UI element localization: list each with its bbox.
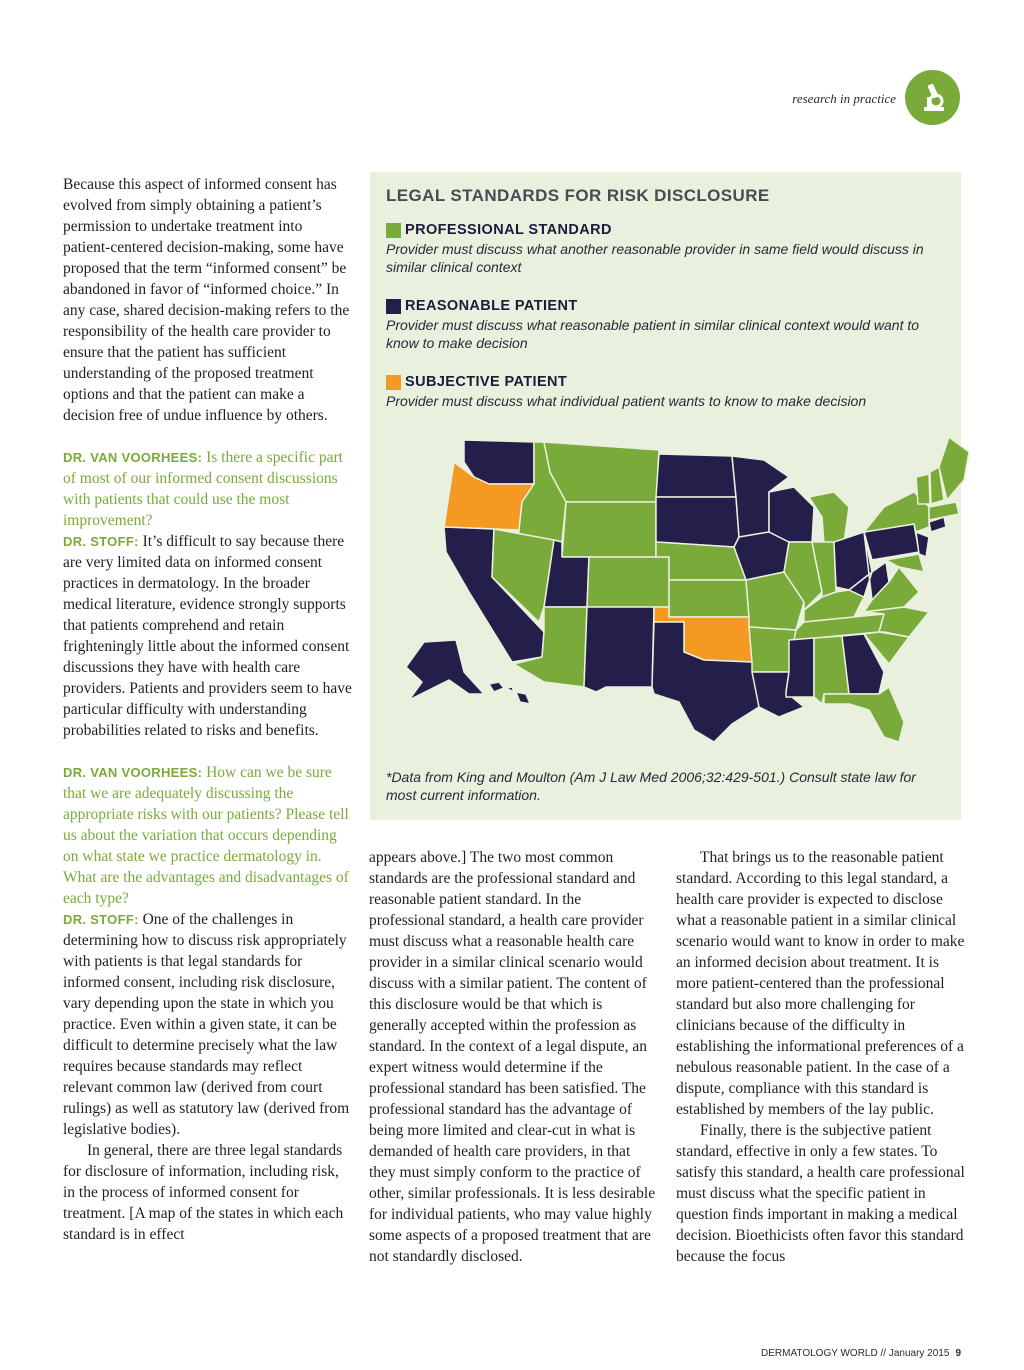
state-hawaii — [489, 682, 530, 704]
navy-swatch — [386, 299, 401, 314]
risk-disclosure-sidebar — [370, 172, 961, 820]
section-tag: research in practice — [792, 91, 896, 106]
question-text: Is there a specific part of most of our informed consent discussions with patients that could use the most improvement? — [63, 449, 343, 529]
paragraph: Because this aspect of informed consent has evolved from simply obtaining a patient’s permission to undertake treatment into patient-centered decision-making, some have proposed that the term “informed consent” be abandoned in favor of “informed choice.” In any case, shared decision-making refers to the responsibility of the health care provider to ensure that the patient has sufficient understanding of the proposed treatment options and that the patient can make a decision free of undue influence by others. — [63, 176, 350, 424]
state-florida — [824, 687, 904, 742]
article-column-3 — [676, 847, 966, 1267]
state-colorado — [587, 557, 669, 607]
orange-swatch — [386, 375, 401, 390]
speaker-label: DR. STOFF: — [63, 912, 139, 927]
us-states-map — [394, 432, 974, 742]
article-column-1 — [63, 174, 353, 1245]
state-south-dakota — [656, 497, 739, 547]
legend-label: PROFESSIONAL STANDARD — [405, 222, 612, 238]
paragraph: appears above.] The two most common standards are the professional standard and reasonable patient standard. In the professional standard, a health care provider must discuss what a reasonable health care provider in a similar clinical scenario would discuss with a similar patient. The content of this disclosure would be that which is generally accepted within the profession as standard. In the context of a legal dispute, an expert witness would determine if the professional standard has been satisfied. The professional standard has the advantage of being more limited and clear-cut in what is demanded of health care providers, in that they must simply conform to the practice of other, similar professionals. It is less desirable for individual patients, who may value highly some aspects of a proposed treatment that are not standardly disclosed. — [369, 849, 656, 1265]
paragraph: Finally, there is the subjective patient standard, effective in only a few states. To satisfy this standard, a health care professional must discuss what the specific patient in question finds important in making a medical decision. Bioethicists often favor this standard because the focus — [676, 1122, 965, 1265]
legend-subjective — [386, 374, 951, 410]
section-badge — [905, 70, 960, 125]
page-number: 9 — [955, 1348, 961, 1359]
legend-description: Provider must discuss what another reasonable provider in same field would discuss in similar clinical context — [386, 241, 924, 275]
legend-description: Provider must discuss what reasonable patient in similar clinical context would want to know to make decision — [386, 317, 920, 351]
state-kansas — [669, 580, 749, 617]
publication-name: DERMATOLOGY WORLD // January 2015 — [761, 1348, 950, 1359]
state-new-jersey — [916, 532, 929, 557]
state-wyoming — [562, 502, 656, 557]
article-column-2 — [369, 847, 659, 1267]
speaker-label: DR. VAN VOORHEES: — [63, 765, 203, 780]
question-text: How can we be sure that we are adequately discussing the appropriate risks with our patients? Please tell us about the variation that occurs depending on what state we practice dermatology in. What are the advantages and disadvantages of each type? — [63, 764, 349, 907]
state-new-mexico — [584, 607, 654, 692]
legend-professional — [386, 222, 951, 276]
green-swatch — [386, 223, 401, 238]
legend-description: Provider must discuss what individual patient wants to know to make decision — [386, 393, 867, 409]
microscope-icon — [916, 81, 950, 115]
answer-2 — [63, 909, 353, 1140]
answer-text: One of the challenges in determining how to discuss risk appropriately with patients is that legal standards for informed consent, including risk disclosure, vary depending upon the state in which you practice. Even within a given state, it can be difficult to determine precisely what the law requires because standards may reflect relevant common law (derived from court rulings) as well as statutory law (derived from legislative bodies). — [63, 911, 350, 1138]
sidebar-title: LEGAL STANDARDS FOR RISK DISCLOSURE — [386, 186, 770, 205]
legend-label: REASONABLE PATIENT — [405, 298, 578, 314]
state-michigan — [809, 492, 849, 544]
state-vermont — [916, 474, 930, 504]
answer-text: It’s difficult to say because there are very limited data on informed consent practices in dermatology. In the broader medical literature, evidence strongly supports that patients comprehend and retain frighteningly little about the informed consent discussions they have with health care providers. Patients and providers seem to have particular difficulty with understanding probabilities related to risks and benefits. — [63, 533, 352, 739]
data-source-note: *Data from King and Moulton (Am J Law Med 2006;32:429-501.) Consult state law for most current information. — [386, 769, 916, 803]
speaker-label: DR. VAN VOORHEES: — [63, 450, 203, 465]
question-2 — [63, 762, 353, 909]
state-wisconsin — [769, 487, 814, 542]
question-1 — [63, 447, 353, 531]
paragraph: That brings us to the reasonable patient standard. According to this legal standard, a health care provider is expected to disclose what a reasonable patient in a similar clinical scenario would want to know in order to make an informed decision about treatment. It is more patient-centered than the professional standard but also more challenging for clinicians because of the difficulty in establishing the informational preferences of a nebulous reasonable patient. In the case of a dispute, compliance with this standard is established by members of the lay public. — [676, 849, 965, 1118]
legend-label: SUBJECTIVE PATIENT — [405, 374, 568, 390]
state-north-dakota — [656, 454, 736, 497]
state-alaska — [406, 640, 484, 700]
state-massachusetts — [929, 502, 959, 520]
state-mississippi — [786, 638, 814, 697]
page-footer — [761, 1348, 961, 1359]
answer-1 — [63, 531, 353, 741]
paragraph: In general, there are three legal standards for disclosure of information, including risk, in the process of informed consent for treatment. [A map of the states in which each standard is in effect — [63, 1142, 344, 1243]
state-maine — [939, 437, 969, 500]
state-nebraska — [656, 542, 746, 580]
legend-reasonable — [386, 298, 951, 352]
state-montana — [544, 442, 659, 502]
speaker-label: DR. STOFF: — [63, 534, 139, 549]
